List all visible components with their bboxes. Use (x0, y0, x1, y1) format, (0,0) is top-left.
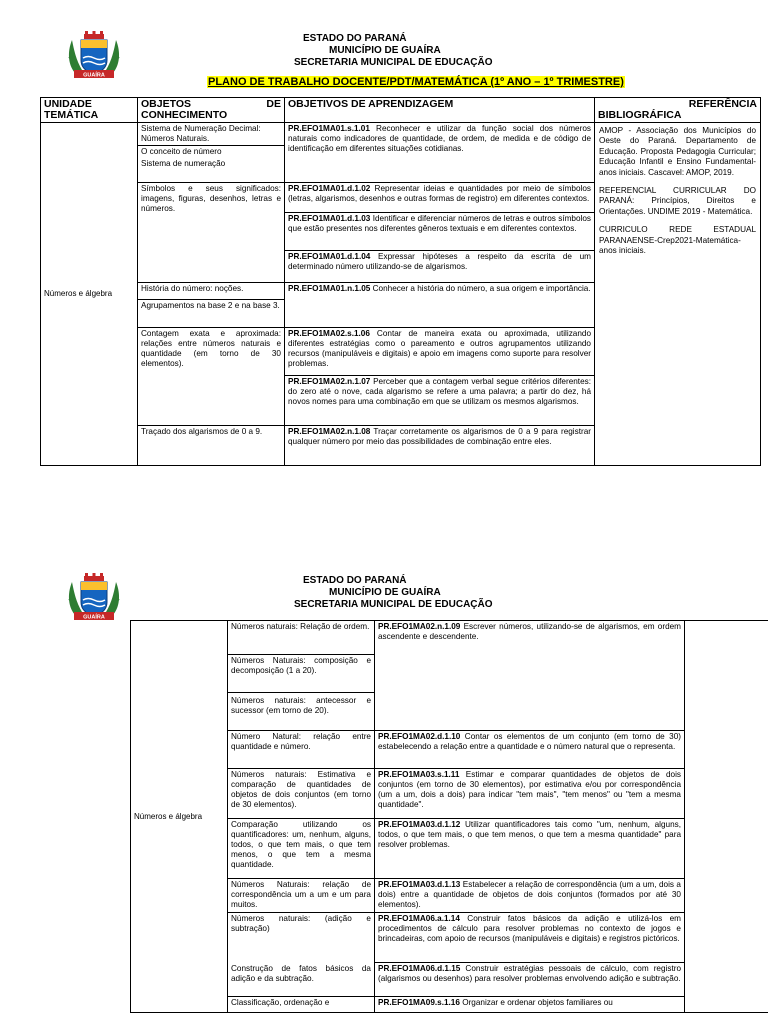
thematic-unit-cell: Números e álgebra (41, 123, 138, 466)
objective-cell: PR.EFO1MA03.d.1.12 Utilizar quantificadores tais como "um, nenhum, alguns, todos, o que tem mais, o que tem menos, o que tem a mesma quantidade" para resolver problemas. (375, 819, 685, 879)
objective-cell: PR.EFO1MA01.n.1.05 Conhecer a história do número, a sua origem e importância. (285, 283, 595, 328)
objective-cell: PR.EFO1MA01.d.1.04 Expressar hipóteses a respeito da escrita de um determinado número utilizando-se de algarismos. (285, 251, 595, 283)
table-row (131, 621, 768, 731)
header-municipality: MUNICÍPIO DE GUAÍRA (329, 587, 441, 598)
guaira-coat-of-arms-logo (64, 30, 124, 82)
header-state: ESTADO DO PARANÁ (303, 575, 407, 586)
table-row (41, 123, 761, 183)
knowledge-cell: Número Natural: relação entre quantidade e número. (228, 731, 375, 769)
header-municipality: MUNICÍPIO DE GUAÍRA (329, 45, 441, 56)
objective-cell: PR.EFO1MA02.s.1.06 Contar de maneira exata ou aproximada, utilizando diferentes estratégias como o pareamento e outros agrupamentos utilizando recursos (manipuláveis e digitais) e apoio em imagens como suporte para resolver problemas. PR.EFO1MA02.n.1.07 Perceber que a contagem verbal segue critérios diferentes: do zero até o nove, cada algarismo se refere a uma palavra; a partir do dez, há novos nomes para uma combinação em que se utilizam os mesmos algarismos. (285, 328, 595, 426)
objective-cell: PR.EFO1MA03.s.1.11 Estimar e comparar quantidades de objetos de dois conjuntos (em torno de 30 elementos), por estimativa e/ou por correspondência (um a um, dois a dois) para indicar "tem mais", "tem menos" ou "tem a mesma quantidade". (375, 769, 685, 819)
objective-cell: PR.EFO1MA02.d.1.10 Contar os elementos de um conjunto (em torno de 30) estabelecendo a relação entre a quantidade e o número natural que o representa. (375, 731, 685, 769)
knowledge-cell: Números naturais: Estimativa e comparação de quantidades de objetos de dois conjuntos (em torno de 30 elementos). (228, 769, 375, 819)
header-reference: REFERÊNCIA BIBLIOGRÁFICA (595, 98, 761, 123)
header-state: ESTADO DO PARANÁ (303, 33, 407, 44)
thematic-unit-cell: Números e álgebra (131, 621, 228, 1013)
header-secretariat: SECRETARIA MUNICIPAL DE EDUCAÇÃO (294, 57, 493, 68)
knowledge-cell: Números naturais: Relação de ordem. Números Naturais: composição e decomposição (1 a 20). Números naturais: antecessor e sucessor (em torno de 20). (228, 621, 375, 731)
header-objectives: OBJETIVOS DE APRENDIZAGEM (285, 98, 595, 123)
logo-ribbon-text: GUAÍRA (83, 614, 105, 621)
reference-referencial: REFERENCIAL CURRICULAR DO PARANÁ: Princípios, Direitos e Orientações. UNDIME 2019 - Matemática. (599, 186, 756, 216)
objective-cell: PR.EFO1MA09.s.1.16 Organizar e ordenar objetos familiares ou (375, 997, 685, 1013)
guaira-coat-of-arms-logo (64, 572, 124, 624)
objective-cell: PR.EFO1MA03.d.1.13 Estabelecer a relação de correspondência (um a um, dois a dois) entre a quantidade de objetos de dois conjuntos (formados por até 30 elementos). (375, 879, 685, 913)
curriculum-table-2 (130, 620, 768, 1013)
knowledge-cell: Contagem exata e aproximada: relações entre números naturais e quantidade (em torno de 30 elementos). (138, 328, 285, 426)
header-unit: UNIDADE TEMÁTICA (41, 98, 138, 123)
objective-cell: PR.EFO1MA02.n.1.09 Escrever números, utilizando-se de algarismos, em ordem ascendente e descendente. (375, 621, 685, 731)
objective-cell: PR.EFO1MA01.d.1.03 Identificar e diferenciar números de letras e outros símbolos que estão presentes nos diferentes gêneros textuais e em diferentes contextos. (285, 213, 595, 251)
document-page-2 (0, 565, 768, 1024)
knowledge-cell: História do número: noções. (138, 283, 285, 300)
curriculum-table-1 (40, 97, 761, 466)
knowledge-cell: Números naturais: (adição e subtração) Construção de fatos básicos da adição e da subtração. (228, 913, 375, 997)
plan-title: PLANO DE TRABALHO DOCENTE/PDT/MATEMÁTICA (1º ANO – 1º TRIMESTRE) (208, 76, 624, 88)
knowledge-cell: Agrupamentos na base 2 e na base 3. (138, 300, 285, 328)
page-header (0, 0, 768, 100)
knowledge-cell: Símbolos e seus significados: imagens, figuras, desenhos, letras e números. (138, 183, 285, 283)
logo-ribbon-text: GUAÍRA (83, 72, 105, 79)
reference-crep: CURRICULO REDE ESTADUAL PARANAENSE-Crep2021-Matemática-anos iniciais. (599, 225, 756, 256)
reference-cell (685, 621, 768, 1013)
knowledge-cell: Sistema de Numeração Decimal: Números Naturais. O conceito de número Sistema de numeração (138, 123, 285, 183)
objective-cell: PR.EFO1MA06.a.1.14 Construir fatos básicos da adição e utilizá-los em procedimentos de cálculo para resolver problemas no contexto de jogos e brincadeiras, com apoio de recursos (manipuláveis e digitais) e registros pictóricos. PR.EFO1MA06.d.1.15 Construir estratégias pessoais de cálculo, com registro (algarismos ou desenhos) para resolver problemas envolvendo adição e subtração. (375, 913, 685, 997)
reference-amop: AMOP - Associação dos Municípios do Oeste do Paraná. Departamento de Educação. Proposta Pedagogia Curricular; Educação Infantil e Ensino Fundamental- anos iniciais. Cascavel: AMOP, 2019. (599, 126, 756, 177)
objective-cell: PR.EFO1MA02.n.1.08 Traçar corretamente os algarismos de 0 a 9 para registrar qualquer número por meio das possibilidades de combinação entre eles. (285, 426, 595, 466)
header-secretariat: SECRETARIA MUNICIPAL DE EDUCAÇÃO (294, 599, 493, 610)
reference-cell (595, 123, 761, 466)
knowledge-cell: Classificação, ordenação e (228, 997, 375, 1013)
knowledge-cell: Traçado dos algarismos de 0 a 9. (138, 426, 285, 466)
knowledge-cell: Números Naturais: relação de correspondência um a um e um para muitos. (228, 879, 375, 913)
objective-cell: PR.EFO1MA01.s.1.01 Reconhecer e utilizar da função social dos números naturais como indicadores de quantidade, de ordem, de medida e de código de identificação em diferentes situações cotidianas. (285, 123, 595, 183)
knowledge-cell: Comparação utilizando os quantificadores: um, nenhum, alguns, todos, o que tem mais, o que tem menos, o que tem a mesma quantidade. (228, 819, 375, 879)
header-knowledge-objects: OBJETOS DE CONHECIMENTO (138, 98, 285, 123)
table-header-row (41, 98, 761, 123)
objective-cell: PR.EFO1MA01.d.1.02 Representar ideias e quantidades por meio de símbolos (letras, algarismos, desenhos e outras formas de registro) em diferentes contextos. (285, 183, 595, 213)
